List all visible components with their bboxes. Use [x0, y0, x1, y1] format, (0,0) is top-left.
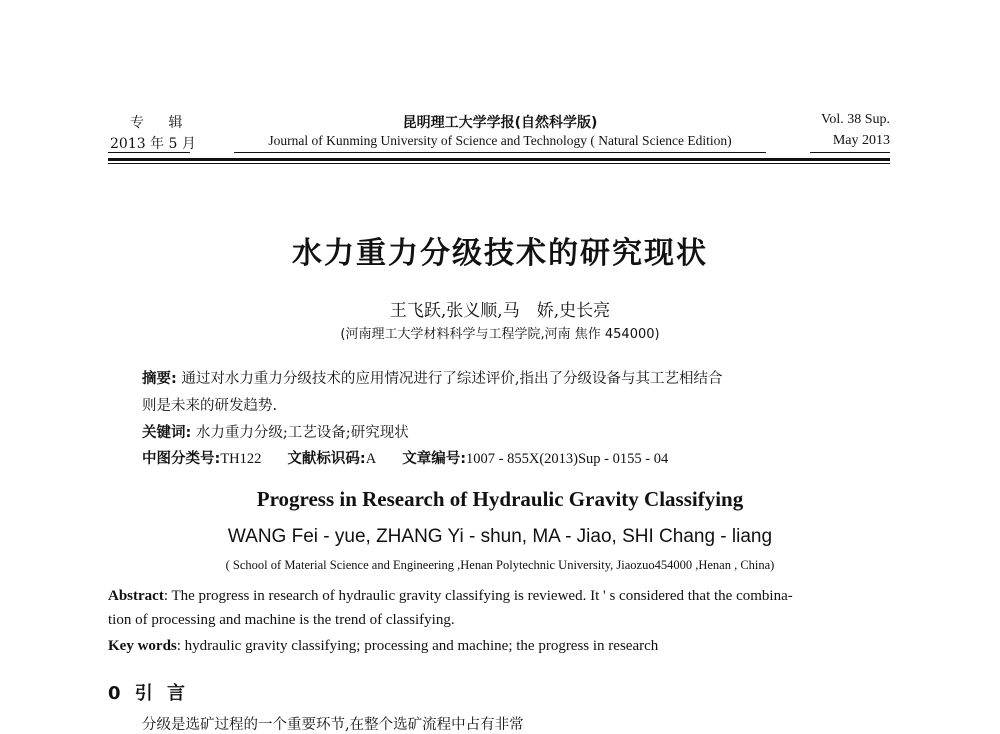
abstract-cn-line2: 则是未来的研发趋势.: [142, 398, 278, 414]
abstract-en-text1: : The progress in research of hydraulic gravity classifying is reviewed. It ' s considered that the combina-: [163, 588, 793, 604]
keywords-en-label: Key words: [108, 638, 177, 654]
paper-title-cn: 水力重力分级技术的研究现状: [292, 236, 708, 271]
classification-line: [142, 447, 668, 468]
keywords-cn: [142, 421, 409, 442]
abstract-en-line2: tion of processing and machine is the trend of classifying.: [108, 612, 455, 628]
header-issue-date: 2013 年 5 月: [110, 136, 196, 152]
header-left-underline: [108, 152, 190, 153]
affiliation-en: ( School of Material Science and Engineering ,Henan Polytechnic University, Jiaozuo454000 ,Henan , China): [225, 558, 775, 572]
header-rule-thick: [108, 158, 890, 161]
abstract-cn-line1: [142, 367, 723, 388]
abstract-cn-label: 摘要:: [142, 371, 177, 387]
journal-name-en: Journal of Kunming University of Science and Technology ( Natural Science Edition): [268, 133, 732, 148]
authors-cn: 王飞跃,张义顺,马 娇,史长亮: [389, 301, 611, 321]
authors-en: WANG Fei - yue, ZHANG Yi - shun, MA - Jiao, SHI Chang - liang: [227, 526, 773, 547]
journal-name-cn: 昆明理工大学学报(自然科学版): [402, 115, 598, 131]
header-right-underline: [810, 152, 890, 153]
affiliation-cn: (河南理工大学材料科学与工程学院,河南 焦作 454000): [340, 327, 660, 342]
article-no-label: 文章编号:: [402, 451, 467, 467]
clc-value: TH122: [220, 451, 262, 467]
keywords-cn-text: 水力重力分级;工艺设备;研究现状: [191, 425, 409, 441]
clc-label: 中图分类号:: [142, 451, 221, 467]
paper-title-en: Progress in Research of Hydraulic Gravity Classifying: [256, 487, 744, 511]
article-no-value: 1007 - 855X(2013)Sup - 0155 - 04: [466, 451, 669, 467]
abstract-en-label: Abstract: [108, 588, 164, 604]
abstract-cn-text1: 通过对水力重力分级技术的应用情况进行了综述评价,指出了分级设备与其工艺相结合: [176, 371, 723, 387]
body-text-start: 分级是选矿过程的一个重要环节,在整个选矿流程中占有非常: [142, 717, 524, 733]
keywords-en-text: : hydraulic gravity classifying; processing and machine; the progress in research: [176, 638, 659, 654]
header-center-underline: [234, 152, 766, 153]
header-rule-thin: [108, 163, 890, 164]
doc-code-label: 文献标识码:: [287, 451, 366, 467]
section-heading-intro: 0 引 言: [108, 683, 190, 704]
header-volume: Vol. 38 Sup.: [821, 112, 890, 127]
header-issue-type: 专 辑: [130, 115, 193, 131]
header-date-en: May 2013: [832, 133, 890, 148]
keywords-cn-label: 关键词:: [142, 425, 192, 441]
doc-code-value: A: [365, 451, 377, 467]
abstract-en-line1: [108, 588, 793, 605]
keywords-en: [108, 638, 658, 655]
